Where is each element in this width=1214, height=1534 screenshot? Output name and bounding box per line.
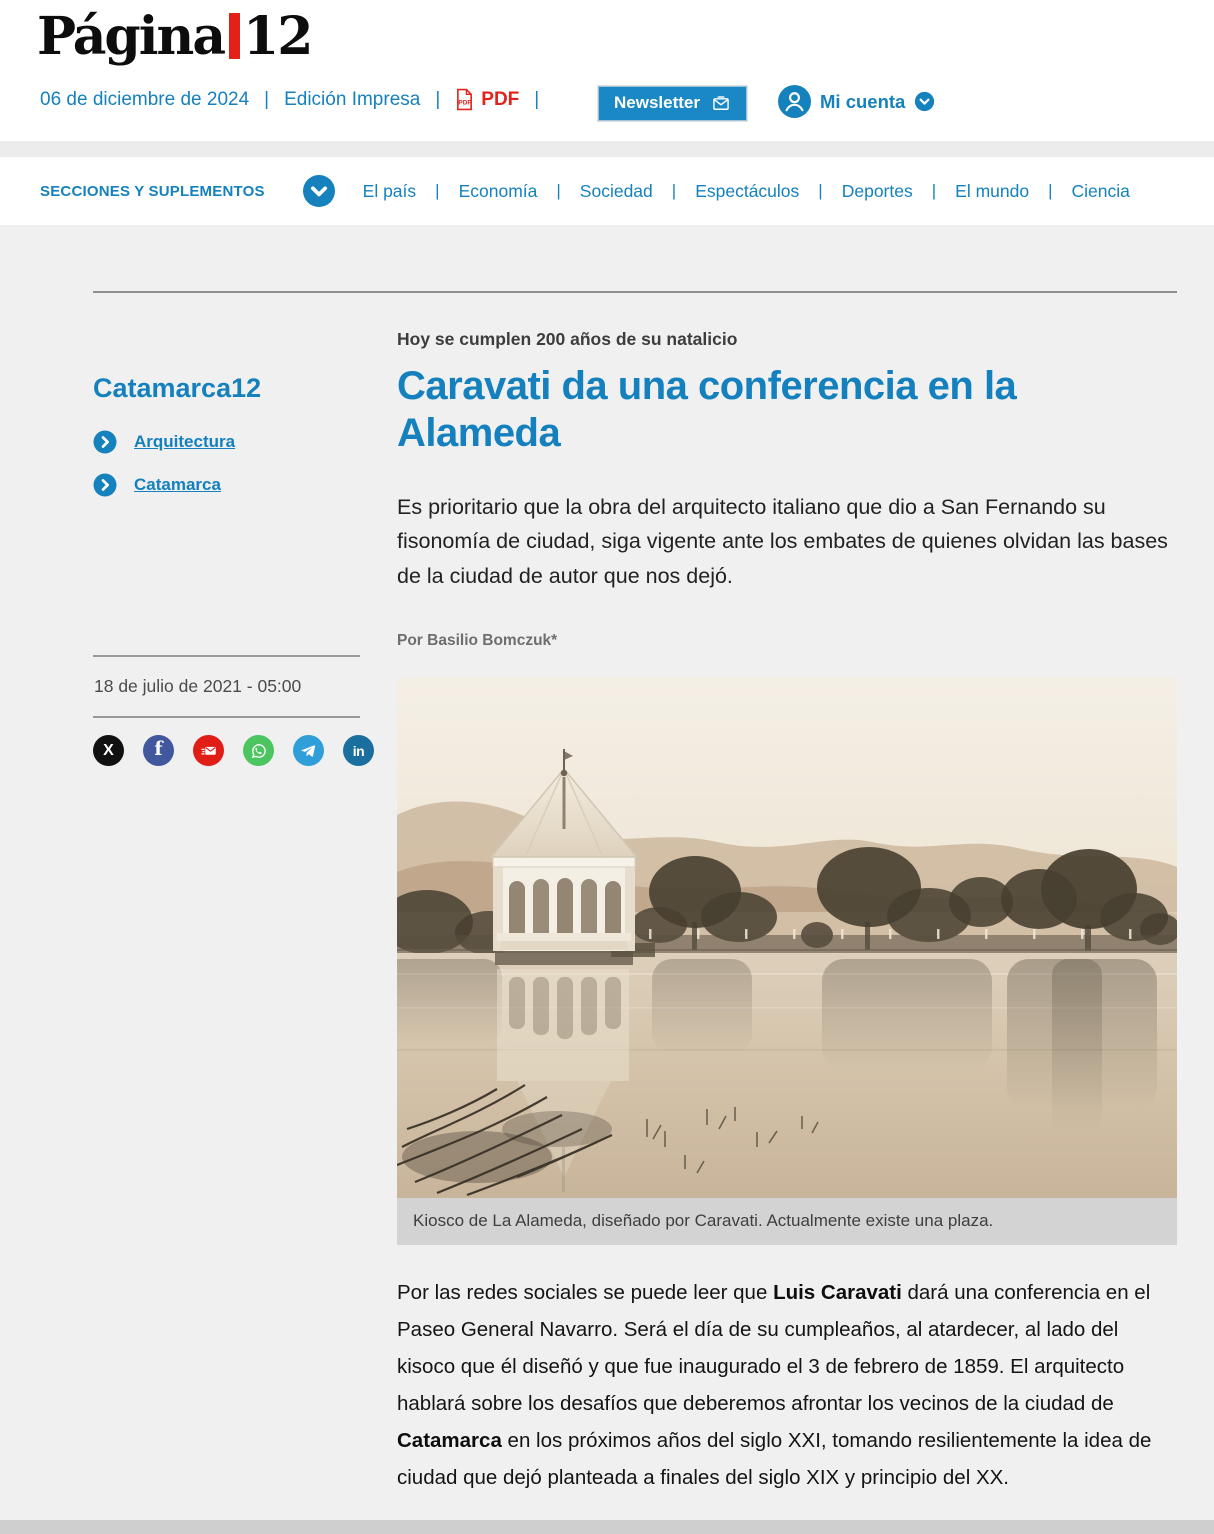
nav-item-ciencia[interactable]: | Ciencia — [1071, 180, 1130, 201]
article — [397, 293, 1177, 1510]
print-edition-link[interactable]: Edición Impresa — [284, 88, 421, 110]
separator: | — [435, 88, 441, 110]
sidebar-links — [93, 430, 360, 497]
email-share-icon[interactable] — [193, 735, 224, 766]
nav-item-el-mundo[interactable]: | El mundo — [955, 180, 1030, 201]
newsletter-button[interactable] — [598, 86, 747, 121]
logo-red-bar — [229, 13, 240, 59]
footer-strip — [0, 1520, 1214, 1534]
separator: | — [534, 88, 540, 110]
header-meta — [40, 88, 539, 111]
sidebar-link-arquitectura[interactable]: Arquitectura — [134, 432, 236, 451]
sidebar-link-row — [93, 430, 360, 454]
sections-menu-button[interactable]: SECCIONES Y SUPLEMENTOS — [40, 182, 265, 200]
header-row — [40, 88, 1177, 111]
main-nav — [0, 157, 1214, 225]
nav-item-deportes[interactable]: | Deportes — [841, 180, 913, 201]
supplement-title-link[interactable]: Catamarca12 — [93, 373, 262, 403]
newsletter-label: Newsletter — [614, 93, 700, 112]
nav-item-espectáculos[interactable]: | Espectáculos — [695, 180, 800, 201]
linkedin-share-icon-glyph: in — [352, 742, 365, 759]
logo-text-a: Página — [37, 6, 225, 67]
share-row — [93, 735, 365, 766]
x-share-icon[interactable] — [93, 735, 124, 766]
x-share-icon-glyph: X — [103, 741, 114, 759]
publish-date-block — [93, 655, 360, 718]
current-date: 06 de diciembre de 2024 — [40, 88, 250, 110]
newsletter-envelope-icon — [711, 93, 731, 113]
site-header — [0, 0, 1214, 141]
whatsapp-share-icon[interactable] — [243, 735, 274, 766]
account-label: Mi cuenta — [820, 90, 906, 112]
account-chevron-down-icon — [914, 91, 935, 112]
header-divider-band — [0, 141, 1214, 157]
telegram-share-icon[interactable] — [293, 735, 324, 766]
article-kicker: Hoy se cumplen 200 años de su natalicio — [397, 329, 738, 349]
content — [0, 291, 1214, 1534]
nav-item-el-país[interactable]: El país — [362, 180, 417, 201]
publish-date: 18 de julio de 2021 - 05:00 — [94, 676, 302, 696]
linkedin-share-icon[interactable] — [343, 735, 374, 766]
article-sidebar — [93, 293, 365, 766]
nav-items — [363, 181, 1130, 202]
nav-item-sociedad[interactable]: | Sociedad — [579, 180, 653, 201]
article-lede: Es prioritario que la obra del arquitecto italiano que dio a San Fernando su fisonomía de ciudad, siga vigente ante los embates de quienes olvidan las bases de la ciudad de autor que nos dejó. — [397, 494, 1168, 589]
article-byline: Por Basilio Bomczuk* — [397, 632, 558, 650]
sidebar-link-catamarca[interactable]: Catamarca — [134, 475, 221, 494]
user-avatar-icon — [778, 85, 811, 118]
facebook-share-icon[interactable] — [143, 735, 174, 766]
facebook-share-icon-glyph: f — [154, 738, 163, 760]
photo-caption: Kiosco de La Alameda, diseñado por Caravati. Actualmente existe una plaza. — [397, 1198, 1177, 1245]
svg-text:PDF: PDF — [458, 99, 472, 107]
article-photo — [397, 677, 1177, 1198]
pdf-document-icon — [455, 88, 474, 111]
pdf-link[interactable] — [455, 88, 519, 111]
pagina12-logo[interactable] — [37, 8, 311, 65]
pdf-label: PDF — [481, 88, 520, 110]
account-menu[interactable] — [778, 85, 935, 118]
chevron-right-icon — [93, 473, 117, 497]
article-title: Caravati da una conferencia en la Alameda — [397, 364, 1017, 455]
separator: | — [264, 88, 270, 110]
article-figure — [397, 677, 1177, 1245]
logo-text-b: 12 — [243, 6, 312, 67]
chevron-right-icon — [93, 430, 117, 454]
article-body: Por las redes sociales se puede leer que Luis Caravati dará una conferencia en el Paseo General Navarro. Será el día de su cumpleaños, al atardecer, al lado del kisoco que él diseñó y que fue inaugurado el 3 de febrero de 1859. El arquitecto hablará sobre los desafíos que deberemos afrontar los vecinos de la ciudad de Catamarca en los próximos años del siglo XXI, tomando resilientemente la idea de ciudad que dejó planteada a finales del siglo XIX y principio del XX. — [397, 1281, 1152, 1489]
nav-item-economía[interactable]: | Economía — [458, 180, 538, 201]
sidebar-link-row — [93, 473, 360, 497]
sections-chevron-down-icon[interactable] — [303, 175, 335, 207]
